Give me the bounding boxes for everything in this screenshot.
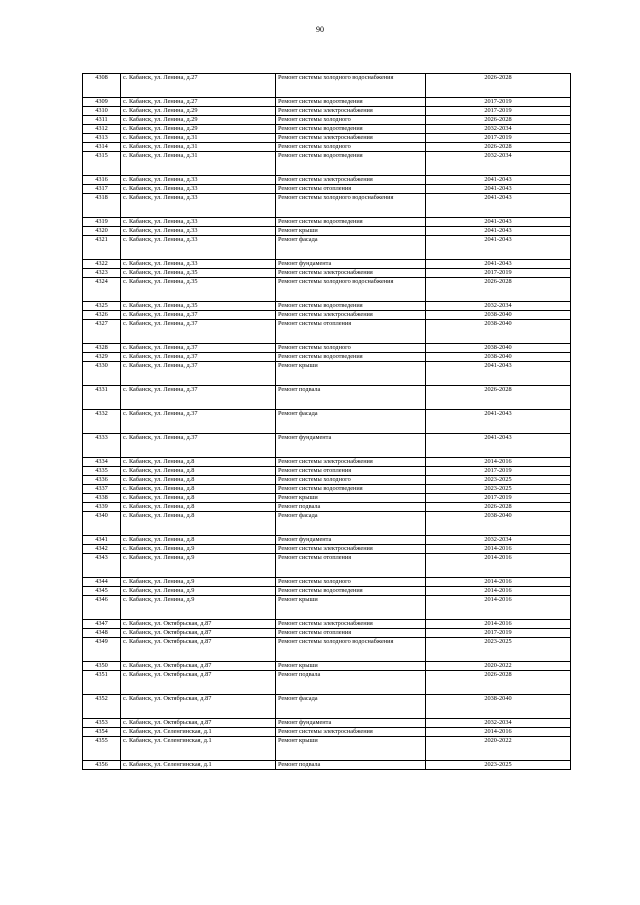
period-cell: 2017-2019 [426, 98, 571, 107]
row-number-cell: 4318 [83, 194, 121, 218]
address-cell: с. Кабанск, ул. Октябрьская, д.87 [121, 671, 276, 695]
period-cell: 2038-2040 [426, 311, 571, 320]
work-type-cell: Ремонт фасада [276, 695, 426, 719]
table-row [83, 143, 571, 152]
address-cell: с. Кабанск, ул. Ленина, д.37 [121, 386, 276, 410]
period-cell: 2041-2043 [426, 227, 571, 236]
table-row [83, 236, 571, 260]
period-cell: 2041-2043 [426, 185, 571, 194]
work-type-cell: Ремонт системы водоотведения [276, 302, 426, 311]
address-cell: с. Кабанск, ул. Ленина, д.31 [121, 134, 276, 143]
period-cell: 2032-2034 [426, 152, 571, 176]
row-number-cell: 4329 [83, 353, 121, 362]
work-type-cell: Ремонт системы отопления [276, 467, 426, 476]
work-type-cell: Ремонт системы холодного [276, 578, 426, 587]
row-number-cell: 4333 [83, 434, 121, 458]
table-row [83, 302, 571, 311]
work-type-cell: Ремонт системы электроснабжения [276, 176, 426, 185]
table-row [83, 344, 571, 353]
table-body [83, 74, 571, 770]
work-type-cell: Ремонт системы холодного водоснабжения [276, 194, 426, 218]
table-row [83, 185, 571, 194]
work-type-cell: Ремонт системы холодного [276, 143, 426, 152]
period-cell: 2026-2028 [426, 74, 571, 98]
period-cell: 2026-2028 [426, 386, 571, 410]
work-type-cell: Ремонт фасада [276, 512, 426, 536]
row-number-cell: 4351 [83, 671, 121, 695]
table-row [83, 269, 571, 278]
period-cell: 2041-2043 [426, 410, 571, 434]
period-cell: 2026-2028 [426, 278, 571, 302]
address-cell: с. Кабанск, ул. Ленина, д.33 [121, 176, 276, 185]
row-number-cell: 4316 [83, 176, 121, 185]
period-cell: 2032-2034 [426, 536, 571, 545]
address-cell: с. Кабанск, ул. Ленина, д.9 [121, 578, 276, 587]
work-type-cell: Ремонт системы водоотведения [276, 152, 426, 176]
row-number-cell: 4335 [83, 467, 121, 476]
address-cell: с. Кабанск, ул. Ленина, д.29 [121, 116, 276, 125]
table-row [83, 671, 571, 695]
table-row [83, 554, 571, 578]
period-cell: 2017-2019 [426, 629, 571, 638]
table-row [83, 386, 571, 410]
row-number-cell: 4334 [83, 458, 121, 467]
address-cell: с. Кабанск, ул. Ленина, д.8 [121, 485, 276, 494]
work-type-cell: Ремонт фундамента [276, 719, 426, 728]
period-cell: 2041-2043 [426, 236, 571, 260]
period-cell: 2017-2019 [426, 107, 571, 116]
address-cell: с. Кабанск, ул. Ленина, д.8 [121, 536, 276, 545]
period-cell: 2020-2022 [426, 737, 571, 761]
address-cell: с. Кабанск, ул. Селенгинская, д.1 [121, 728, 276, 737]
address-cell: с. Кабанск, ул. Ленина, д.37 [121, 362, 276, 386]
address-cell: с. Кабанск, ул. Ленина, д.31 [121, 143, 276, 152]
table-row [83, 485, 571, 494]
table-row [83, 536, 571, 545]
work-type-cell: Ремонт системы электроснабжения [276, 728, 426, 737]
table-row [83, 125, 571, 134]
address-cell: с. Кабанск, ул. Ленина, д.37 [121, 344, 276, 353]
period-cell: 2017-2019 [426, 494, 571, 503]
address-cell: с. Кабанск, ул. Ленина, д.29 [121, 107, 276, 116]
work-type-cell: Ремонт системы холодного [276, 476, 426, 485]
address-cell: с. Кабанск, ул. Ленина, д.8 [121, 494, 276, 503]
work-type-cell: Ремонт системы водоотведения [276, 125, 426, 134]
table-row [83, 260, 571, 269]
work-type-cell: Ремонт системы электроснабжения [276, 545, 426, 554]
row-number-cell: 4339 [83, 503, 121, 512]
row-number-cell: 4311 [83, 116, 121, 125]
work-type-cell: Ремонт системы отопления [276, 554, 426, 578]
work-type-cell: Ремонт фасада [276, 236, 426, 260]
period-cell: 2014-2016 [426, 587, 571, 596]
address-cell: с. Кабанск, ул. Селенгинская, д.1 [121, 761, 276, 770]
period-cell: 2032-2034 [426, 125, 571, 134]
address-cell: с. Кабанск, ул. Ленина, д.35 [121, 278, 276, 302]
row-number-cell: 4341 [83, 536, 121, 545]
row-number-cell: 4349 [83, 638, 121, 662]
table-row [83, 458, 571, 467]
period-cell: 2017-2019 [426, 134, 571, 143]
address-cell: с. Кабанск, ул. Ленина, д.9 [121, 587, 276, 596]
capital-repair-table [82, 73, 571, 770]
period-cell: 2014-2016 [426, 554, 571, 578]
period-cell: 2014-2016 [426, 620, 571, 629]
table-row [83, 320, 571, 344]
work-type-cell: Ремонт крыши [276, 362, 426, 386]
address-cell: с. Кабанск, ул. Ленина, д.31 [121, 152, 276, 176]
period-cell: 2026-2028 [426, 503, 571, 512]
address-cell: с. Кабанск, ул. Ленина, д.33 [121, 218, 276, 227]
table-row [83, 662, 571, 671]
work-type-cell: Ремонт системы отопления [276, 320, 426, 344]
address-cell: с. Кабанск, ул. Ленина, д.8 [121, 512, 276, 536]
address-cell: с. Кабанск, ул. Октябрьская, д.87 [121, 629, 276, 638]
row-number-cell: 4337 [83, 485, 121, 494]
row-number-cell: 4347 [83, 620, 121, 629]
row-number-cell: 4338 [83, 494, 121, 503]
period-cell: 2014-2016 [426, 458, 571, 467]
address-cell: с. Кабанск, ул. Ленина, д.8 [121, 503, 276, 512]
row-number-cell: 4317 [83, 185, 121, 194]
work-type-cell: Ремонт системы холодного водоснабжения [276, 74, 426, 98]
work-type-cell: Ремонт системы водоотведения [276, 353, 426, 362]
table-row [83, 176, 571, 185]
table-row [83, 719, 571, 728]
row-number-cell: 4308 [83, 74, 121, 98]
row-number-cell: 4346 [83, 596, 121, 620]
row-number-cell: 4313 [83, 134, 121, 143]
row-number-cell: 4332 [83, 410, 121, 434]
table-row [83, 503, 571, 512]
table-row [83, 761, 571, 770]
work-type-cell: Ремонт системы водоотведения [276, 485, 426, 494]
period-cell: 2017-2019 [426, 467, 571, 476]
work-type-cell: Ремонт крыши [276, 662, 426, 671]
table-row [83, 74, 571, 98]
work-type-cell: Ремонт подвала [276, 386, 426, 410]
row-number-cell: 4324 [83, 278, 121, 302]
period-cell: 2038-2040 [426, 353, 571, 362]
work-type-cell: Ремонт фундамента [276, 260, 426, 269]
work-type-cell: Ремонт крыши [276, 737, 426, 761]
work-type-cell: Ремонт системы холодного водоснабжения [276, 638, 426, 662]
work-type-cell: Ремонт системы холодного [276, 344, 426, 353]
row-number-cell: 4323 [83, 269, 121, 278]
row-number-cell: 4327 [83, 320, 121, 344]
period-cell: 2023-2025 [426, 476, 571, 485]
address-cell: с. Кабанск, ул. Октябрьская, д.87 [121, 662, 276, 671]
row-number-cell: 4309 [83, 98, 121, 107]
row-number-cell: 4319 [83, 218, 121, 227]
address-cell: с. Кабанск, ул. Октябрьская, д.87 [121, 695, 276, 719]
work-type-cell: Ремонт фундамента [276, 434, 426, 458]
address-cell: с. Кабанск, ул. Ленина, д.9 [121, 554, 276, 578]
period-cell: 2038-2040 [426, 695, 571, 719]
work-type-cell: Ремонт подвала [276, 671, 426, 695]
address-cell: с. Кабанск, ул. Ленина, д.37 [121, 353, 276, 362]
row-number-cell: 4321 [83, 236, 121, 260]
table-row [83, 278, 571, 302]
row-number-cell: 4328 [83, 344, 121, 353]
row-number-cell: 4322 [83, 260, 121, 269]
row-number-cell: 4348 [83, 629, 121, 638]
work-type-cell: Ремонт системы отопления [276, 629, 426, 638]
row-number-cell: 4326 [83, 311, 121, 320]
work-type-cell: Ремонт системы водоотведения [276, 218, 426, 227]
address-cell: с. Кабанск, ул. Ленина, д.33 [121, 227, 276, 236]
work-type-cell: Ремонт системы электроснабжения [276, 458, 426, 467]
work-type-cell: Ремонт системы электроснабжения [276, 107, 426, 116]
work-type-cell: Ремонт фундамента [276, 536, 426, 545]
work-type-cell: Ремонт системы холодного [276, 116, 426, 125]
work-type-cell: Ремонт системы водоотведения [276, 98, 426, 107]
period-cell: 2014-2016 [426, 596, 571, 620]
table-row [83, 587, 571, 596]
period-cell: 2041-2043 [426, 218, 571, 227]
table-row [83, 620, 571, 629]
table-row [83, 728, 571, 737]
work-type-cell: Ремонт системы водоотведения [276, 587, 426, 596]
address-cell: с. Кабанск, ул. Октябрьская, д.87 [121, 719, 276, 728]
period-cell: 2038-2040 [426, 344, 571, 353]
address-cell: с. Кабанск, ул. Селенгинская, д.1 [121, 737, 276, 761]
work-type-cell: Ремонт системы электроснабжения [276, 269, 426, 278]
table-row [83, 629, 571, 638]
work-type-cell: Ремонт подвала [276, 761, 426, 770]
table-row [83, 227, 571, 236]
address-cell: с. Кабанск, ул. Ленина, д.37 [121, 320, 276, 344]
table-row [83, 194, 571, 218]
table-row [83, 512, 571, 536]
row-number-cell: 4312 [83, 125, 121, 134]
period-cell: 2023-2025 [426, 638, 571, 662]
table-row [83, 134, 571, 143]
row-number-cell: 4355 [83, 737, 121, 761]
work-type-cell: Ремонт системы отопления [276, 185, 426, 194]
address-cell: с. Кабанск, ул. Ленина, д.37 [121, 410, 276, 434]
work-type-cell: Ремонт крыши [276, 494, 426, 503]
table-row [83, 476, 571, 485]
work-type-cell: Ремонт системы холодного водоснабжения [276, 278, 426, 302]
period-cell: 2041-2043 [426, 260, 571, 269]
table-row [83, 434, 571, 458]
row-number-cell: 4325 [83, 302, 121, 311]
row-number-cell: 4343 [83, 554, 121, 578]
work-type-cell: Ремонт подвала [276, 503, 426, 512]
period-cell: 2014-2016 [426, 578, 571, 587]
address-cell: с. Кабанск, ул. Ленина, д.27 [121, 98, 276, 107]
row-number-cell: 4340 [83, 512, 121, 536]
period-cell: 2017-2019 [426, 269, 571, 278]
row-number-cell: 4356 [83, 761, 121, 770]
row-number-cell: 4315 [83, 152, 121, 176]
period-cell: 2038-2040 [426, 320, 571, 344]
table-row [83, 410, 571, 434]
period-cell: 2023-2025 [426, 485, 571, 494]
period-cell: 2023-2025 [426, 761, 571, 770]
table-row [83, 353, 571, 362]
work-type-cell: Ремонт системы электроснабжения [276, 134, 426, 143]
address-cell: с. Кабанск, ул. Октябрьская, д.87 [121, 620, 276, 629]
work-type-cell: Ремонт фасада [276, 410, 426, 434]
address-cell: с. Кабанск, ул. Ленина, д.8 [121, 458, 276, 467]
row-number-cell: 4342 [83, 545, 121, 554]
row-number-cell: 4336 [83, 476, 121, 485]
period-cell: 2032-2034 [426, 302, 571, 311]
period-cell: 2041-2043 [426, 176, 571, 185]
period-cell: 2026-2028 [426, 116, 571, 125]
period-cell: 2041-2043 [426, 194, 571, 218]
table-row [83, 596, 571, 620]
period-cell: 2041-2043 [426, 362, 571, 386]
table-row [83, 695, 571, 719]
address-cell: с. Кабанск, ул. Ленина, д.33 [121, 236, 276, 260]
address-cell: с. Кабанск, ул. Ленина, д.9 [121, 596, 276, 620]
row-number-cell: 4344 [83, 578, 121, 587]
address-cell: с. Кабанск, ул. Ленина, д.37 [121, 311, 276, 320]
row-number-cell: 4314 [83, 143, 121, 152]
address-cell: с. Кабанск, ул. Ленина, д.9 [121, 545, 276, 554]
table-row [83, 218, 571, 227]
period-cell: 2038-2040 [426, 512, 571, 536]
row-number-cell: 4352 [83, 695, 121, 719]
address-cell: с. Кабанск, ул. Ленина, д.35 [121, 269, 276, 278]
row-number-cell: 4353 [83, 719, 121, 728]
row-number-cell: 4350 [83, 662, 121, 671]
period-cell: 2041-2043 [426, 434, 571, 458]
address-cell: с. Кабанск, ул. Ленина, д.33 [121, 194, 276, 218]
period-cell: 2026-2028 [426, 671, 571, 695]
table-row [83, 638, 571, 662]
row-number-cell: 4331 [83, 386, 121, 410]
table-row [83, 737, 571, 761]
table-row [83, 311, 571, 320]
row-number-cell: 4330 [83, 362, 121, 386]
row-number-cell: 4345 [83, 587, 121, 596]
table-row [83, 467, 571, 476]
period-cell: 2032-2034 [426, 719, 571, 728]
address-cell: с. Кабанск, ул. Ленина, д.33 [121, 185, 276, 194]
period-cell: 2026-2028 [426, 143, 571, 152]
work-type-cell: Ремонт системы электроснабжения [276, 311, 426, 320]
address-cell: с. Кабанск, ул. Ленина, д.29 [121, 125, 276, 134]
row-number-cell: 4310 [83, 107, 121, 116]
work-type-cell: Ремонт крыши [276, 227, 426, 236]
table-row [83, 545, 571, 554]
address-cell: с. Кабанск, ул. Октябрьская, д.87 [121, 638, 276, 662]
address-cell: с. Кабанск, ул. Ленина, д.8 [121, 467, 276, 476]
work-type-cell: Ремонт системы электроснабжения [276, 620, 426, 629]
table-row [83, 362, 571, 386]
table-row [83, 107, 571, 116]
period-cell: 2014-2016 [426, 728, 571, 737]
work-type-cell: Ремонт крыши [276, 596, 426, 620]
period-cell: 2020-2022 [426, 662, 571, 671]
address-cell: с. Кабанск, ул. Ленина, д.33 [121, 260, 276, 269]
address-cell: с. Кабанск, ул. Ленина, д.8 [121, 476, 276, 485]
table-row [83, 152, 571, 176]
row-number-cell: 4354 [83, 728, 121, 737]
period-cell: 2014-2016 [426, 545, 571, 554]
address-cell: с. Кабанск, ул. Ленина, д.35 [121, 302, 276, 311]
address-cell: с. Кабанск, ул. Ленина, д.37 [121, 434, 276, 458]
table-row [83, 578, 571, 587]
address-cell: с. Кабанск, ул. Ленина, д.27 [121, 74, 276, 98]
row-number-cell: 4320 [83, 227, 121, 236]
table-row [83, 494, 571, 503]
page-number: 90 [316, 25, 324, 34]
table-row [83, 98, 571, 107]
table-row [83, 116, 571, 125]
